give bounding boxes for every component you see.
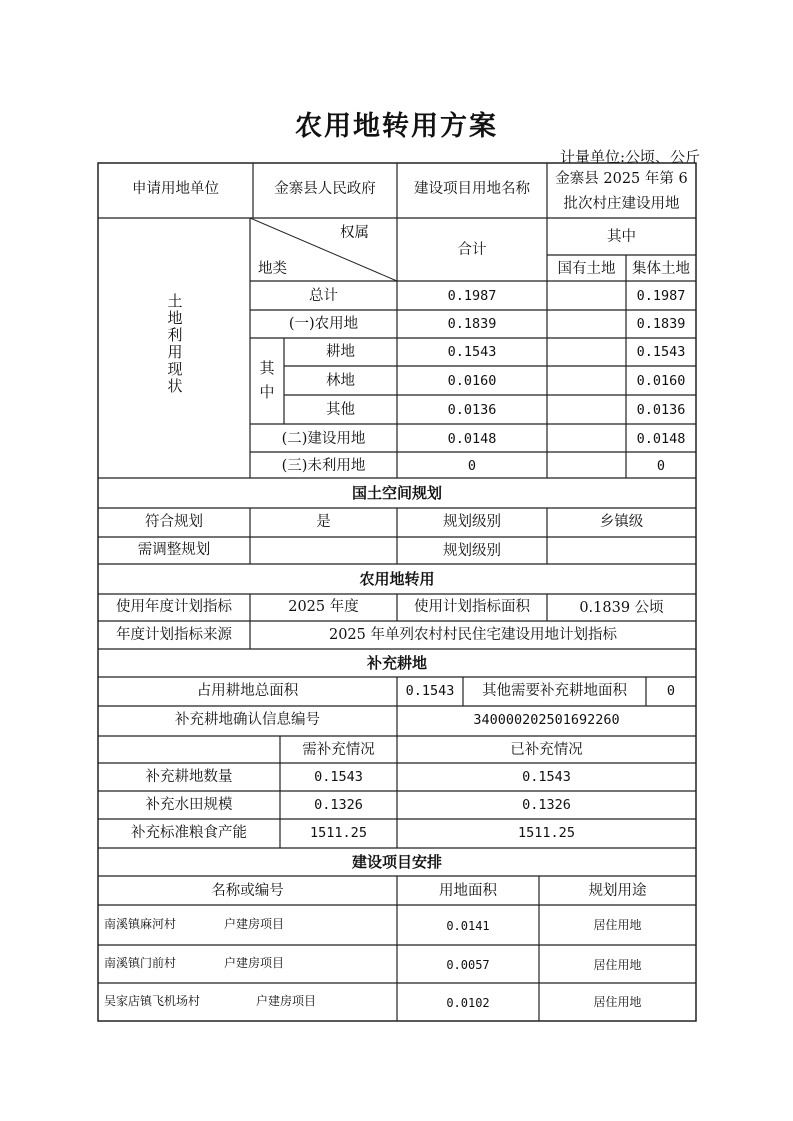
occupied-value: 0.1543 [405,683,455,699]
comply-value: 是 [316,514,331,530]
land-row-name: 耕地 [326,344,355,360]
project-row-name: 南溪镇麻河村 [104,917,177,931]
adjust-label: 需调整规划 [137,542,211,558]
land-row-total: 0.1543 [447,344,497,360]
project-row-use: 居住用地 [593,958,642,972]
other-label: 其他需要补充耕地面积 [482,683,627,699]
project-row-name-suffix: 户建房项目 [224,917,285,931]
confirm-label: 补充耕地确认信息编号 [175,712,320,728]
land-row-name: 其他 [326,402,355,418]
supplement-row-need: 0.1326 [314,797,363,813]
land-row-collective: 0.1543 [636,344,686,360]
other-value: 0 [666,683,676,699]
level-value: 乡镇级 [599,514,644,530]
project-row-name: 南溪镇门前村 [104,956,177,970]
project-value-line1: 金寨县 2025 年第 6 [555,171,688,187]
project-use-column-header: 规划用途 [588,883,647,899]
confirm-value: 340000202501692260 [473,712,620,728]
land-row-collective: 0.0136 [636,402,686,418]
land-row-total: 0.0148 [447,431,497,447]
among-column-header: 其中 [607,229,636,245]
land-row-collective: 0 [656,458,666,474]
page-title: 农用地转用方案 [295,111,498,142]
supplement-row-name: 补充水田规模 [145,797,233,813]
land-row-collective: 0.1839 [636,316,686,332]
applicant-label: 申请用地单位 [132,181,219,197]
source-value: 2025 年单列农村村民住宅建设用地计划指标 [328,627,617,643]
supplement-row-done: 0.1543 [522,769,571,785]
project-name-column-header: 名称或编号 [211,883,284,899]
project-row-area: 0.0057 [446,958,490,972]
conversion-heading: 农用地转用 [359,570,435,588]
land-row-name: 林地 [326,373,355,389]
qizhong-label: 其中 [259,359,275,401]
projects-heading: 建设项目安排 [351,853,442,871]
land-row-total: 0.1987 [447,288,497,304]
project-row-name-suffix: 户建房项目 [256,994,317,1008]
supplement-row-name: 补充标准粮食产能 [131,825,247,841]
project-row-use: 居住用地 [593,918,642,932]
land-row-name: (一)农用地 [288,316,359,332]
occupied-label: 占用耕地总面积 [196,683,299,699]
collective-land-column-header: 集体土地 [632,261,690,277]
state-land-column-header: 国有土地 [557,261,616,277]
unit-note: 计量单位:公顷、公斤 [560,148,701,166]
land-row-name: (三)未利用地 [281,458,366,474]
supplement-row-done: 0.1326 [522,797,571,813]
project-row-name-suffix: 户建房项目 [224,956,285,970]
land-row-name: (二)建设用地 [281,431,366,447]
project-area-column-header: 用地面积 [439,883,497,899]
source-label: 年度计划指标来源 [116,627,232,643]
land-row-name: 总计 [309,288,338,304]
year-label: 使用年度计划指标 [116,599,232,615]
land-row-total: 0 [467,458,477,474]
land-status-section-label: 土地利用现状 [167,292,183,395]
comply-label: 符合规划 [145,514,203,530]
done-column-header: 已补充情况 [510,742,583,758]
project-row-name: 吴家店镇飞机场村 [104,994,201,1008]
project-row-area: 0.0141 [446,919,490,933]
year-value: 2025 年度 [288,599,359,615]
supplement-row-done: 1511.25 [518,825,575,841]
area-label: 使用计划指标面积 [414,599,530,615]
project-label: 建设项目用地名称 [414,181,530,197]
land-row-total: 0.1839 [447,316,497,332]
area-value: 0.1839 公顷 [579,600,664,616]
level-label: 规划级别 [443,514,501,530]
applicant-value: 金寨县人民政府 [274,181,376,197]
supplement-row-need: 0.1543 [314,769,363,785]
ownership-label: 权属 [340,225,369,241]
project-row-area: 0.0102 [446,996,490,1010]
adjust-level-label: 规划级别 [443,543,501,559]
land-row-collective: 0.0148 [636,431,686,447]
supplement-heading: 补充耕地 [366,654,427,672]
planning-heading: 国土空间规划 [351,484,442,502]
supplement-row-name: 补充耕地数量 [145,769,233,785]
landtype-label: 地类 [258,261,287,277]
project-row-use: 居住用地 [593,995,642,1009]
need-column-header: 需补充情况 [302,742,375,758]
land-row-total: 0.0160 [447,373,497,389]
total-column-header: 合计 [457,242,487,258]
land-row-collective: 0.0160 [636,373,686,389]
project-value-line2: 批次村庄建设用地 [563,196,680,212]
land-row-total: 0.0136 [447,402,497,418]
supplement-row-need: 1511.25 [310,825,367,841]
land-row-collective: 0.1987 [636,288,686,304]
